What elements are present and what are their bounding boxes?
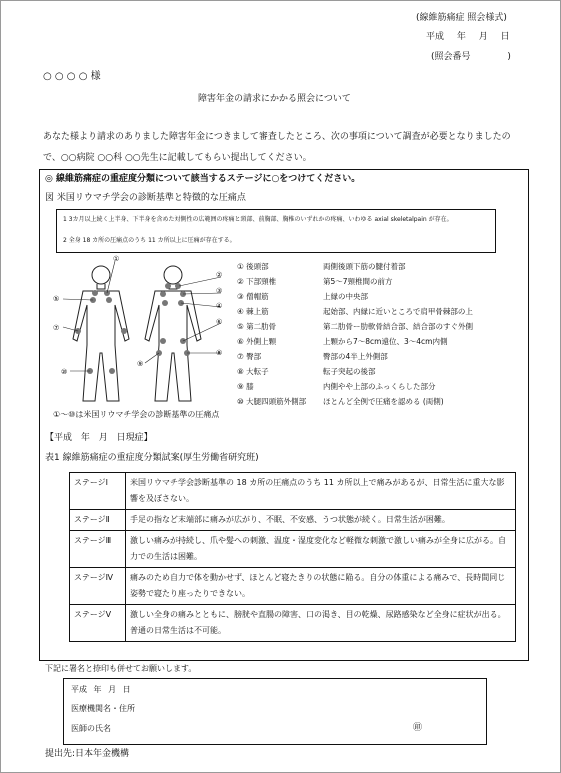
body-front-figure — [73, 266, 129, 401]
tender-point-row: ④ 棘上筋 起始部、内縁に近いところで肩甲骨棘部の上 — [237, 307, 473, 316]
current-state-date: 【平成 年 月 日現症】 — [45, 433, 153, 443]
tender-point-marks — [75, 283, 190, 374]
tender-point-number: ⑨ — [137, 360, 144, 368]
intro-line-2: で、○○病院 ○○科 ○○先生に記載してもらい提出してください。 — [43, 153, 312, 163]
signature-request: 下記に署名と捺印も併せてお願いします。 — [45, 664, 197, 673]
stage-label: ステージⅢ — [70, 531, 126, 568]
body-back-figure — [145, 266, 201, 401]
section-heading: ◎ 線維筋痛症の重症度分類について該当するステージに○をつけてください。 — [45, 174, 361, 184]
tender-point-number: ⑦ — [53, 324, 60, 332]
tender-point-mark — [121, 328, 127, 334]
criterion-1: 1 3カ月以上続く上半身、下半身を含めた対側性の広範囲の疼痛と頸部、前胸部、胸椎のいずれかの疼痛、いわゆる axial skeletalpain が存在。 — [63, 216, 453, 223]
tender-point-number: ⑩ — [61, 368, 68, 376]
tender-point-row: ① 後頭部 両側後頭下筋の腱付着部 — [237, 262, 406, 271]
criterion-2: 2 全身 18 カ所の圧痛点のうち 11 カ所以上に圧痛が存在する。 — [63, 237, 236, 244]
stage-label: ステージⅤ — [70, 605, 126, 642]
stage-label: ステージⅡ — [70, 510, 126, 531]
addressee: ○ ○ ○ ○ 様 — [43, 71, 101, 82]
stage-label: ステージⅠ — [70, 473, 126, 510]
tender-point-number: ④ — [216, 302, 223, 310]
stage-label: ステージⅣ — [70, 568, 126, 605]
tender-point-mark — [92, 290, 98, 296]
stage-description: 激しい痛みが持続し、爪や髪への刺激、温度・湿度変化など軽微な刺激で激しい痛みが全身に広がる。自力での生活は困難。 — [126, 531, 516, 568]
tender-point-row: ⑧ 大転子 転子突起の後部 — [237, 367, 376, 376]
doctor-name-label: 医師の氏名 — [71, 724, 111, 733]
stage-description: 米国リウマチ学会診断基準の 18 カ所の圧痛点のうち 11 カ所以上で痛みがあるが、日常生活に重大な影響を及ぼさない。 — [126, 473, 516, 510]
tender-point-row: ② 下部頸椎 第5〜7頸椎間の前方 — [237, 277, 393, 286]
submit-to: 提出先:日本年金機構 — [45, 749, 130, 759]
tender-point-number: ⑥ — [216, 318, 223, 326]
tender-point-row: ⑩ 大腿四頭筋外側部 ほとんど全例で圧痛を認める (両側) — [237, 397, 444, 406]
table-row — [70, 568, 516, 605]
tender-point-mark — [106, 297, 112, 303]
tender-point-mark — [162, 300, 168, 306]
tender-point-mark — [160, 291, 166, 297]
table-row — [70, 473, 516, 510]
severity-table — [69, 472, 516, 642]
tender-point-number: ② — [216, 271, 223, 279]
institution-label: 医療機関名・住所 — [71, 704, 135, 713]
stage-description: 手足の指など末端部に痛みが広がり、不眠、不安感、うつ状態が続く。日常生活が困難。 — [126, 510, 516, 531]
figure-title: 図 米国リウマチ学会の診断基準と特徴的な圧痛点 — [45, 193, 246, 203]
form-label: (線維筋痛症 照会様式) — [416, 13, 507, 23]
tender-points-figure — [45, 253, 231, 408]
tender-point-row: ⑨ 膝 内側やや上部のふっくらした部分 — [237, 382, 436, 391]
table-row — [70, 531, 516, 568]
stage-description: 痛みのため自力で体を動かせず、ほとんど寝たきりの状態に陥る。自分の体重による痛みで、長時間同じ姿勢で寝たり座ったりできない。 — [126, 568, 516, 605]
tender-point-row: ⑤ 第二肋骨 第二肋骨ー肋軟骨結合部、結合部のすぐ外側 — [237, 322, 473, 331]
tender-point-number: ① — [113, 255, 120, 263]
table-row — [70, 510, 516, 531]
document-title: 障害年金の請求にかかる照会について — [198, 94, 351, 104]
tender-point-row: ⑥ 外側上顆 上顆から7〜8cm遠位、3〜4cm内側 — [237, 337, 448, 346]
seal-mark: ㊞ — [413, 723, 423, 733]
tender-point-number: ③ — [216, 287, 223, 295]
tender-point-mark — [165, 283, 171, 289]
intro-line-1: あなた様より請求のありました障害年金につきまして審査したところ、次の事項について調査が必要となりましたの — [43, 132, 511, 142]
tender-point-number: ⑤ — [53, 295, 60, 303]
tender-point-mark — [160, 338, 166, 344]
signature-date: 平成 年 月 日 — [71, 685, 131, 694]
tender-point-number: ⑧ — [216, 349, 223, 357]
tender-point-row: ③ 僧帽筋 上縁の中央部 — [237, 292, 368, 301]
tender-point-row: ⑦ 臀部 臀部の4半上外側部 — [237, 352, 388, 361]
table-row — [70, 605, 516, 642]
stage-description: 激しい全身の痛みとともに、膀胱や直腸の障害、口の渇き、目の乾燥、尿路感染など全身に症状が出る。普通の日常生活は不可能。 — [126, 605, 516, 642]
reference-number: (照会番号 ) — [431, 52, 511, 62]
severity-table-title: 表1 線維筋痛症の重症度分類試案(厚生労働省研究班) — [45, 453, 259, 463]
header-date: 平成 年 月 日 — [426, 32, 510, 42]
figure-caption: ①〜⑩は米国リウマチ学会の診断基準の圧痛点 — [53, 410, 220, 419]
tender-point-mark — [109, 368, 115, 374]
